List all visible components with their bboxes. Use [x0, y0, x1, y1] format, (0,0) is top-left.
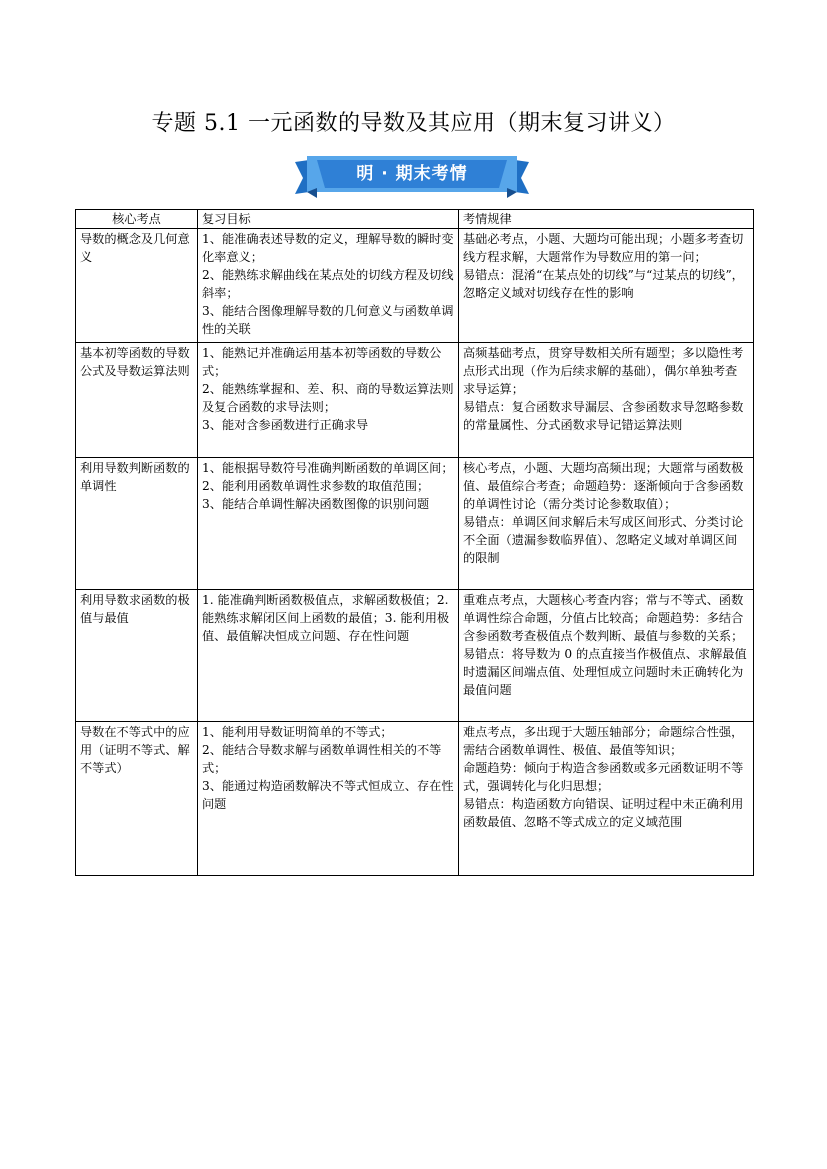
goal-line: 1、能利用导数证明简单的不等式；: [202, 725, 393, 739]
section-banner: [295, 154, 529, 200]
table-header-row: [76, 210, 754, 229]
table-row: [76, 722, 754, 876]
pattern-line: 易错点：将导数为 0 的点直接当作极值点、求解最值时遗漏区间端点值、处理恒成立问题时未正确转化为最值问题: [463, 647, 747, 697]
goal-line: 1、能根据导数符号准确判断函数的单调区间；: [202, 461, 454, 475]
pattern-line: 易错点：构造函数方向错误、证明过程中未正确利用函数最值、忽略不等式成立的定义域范围: [463, 797, 744, 829]
goal-line: 3、能通过构造函数解决不等式恒成立、存在性问题: [202, 779, 454, 811]
header-patterns: 考情规律: [459, 210, 754, 229]
goals-cell: [198, 343, 459, 458]
topic-cell: 导数的概念及几何意义: [76, 229, 198, 343]
banner-label: 明 · 期末考情: [356, 164, 468, 184]
goal-line: 3、能对含参函数进行正确求导: [202, 418, 369, 432]
goal-line: 1、能熟记并准确运用基本初等函数的导数公式；: [202, 346, 442, 378]
goal-line: 2、能利用函数单调性求参数的取值范围；: [202, 479, 430, 493]
patterns-cell: [459, 343, 754, 458]
pattern-line: 难点考点，多出现于大题压轴部分；命题综合性强，需结合函数单调性、极值、最值等知识；: [463, 725, 744, 757]
pattern-line: 易错点：单调区间求解后未写成区间形式、分类讨论不全面（遗漏参数临界值）、忽略定义域对单调区间的限制: [463, 515, 744, 565]
goals-cell: [198, 722, 459, 876]
goals-cell: [198, 229, 459, 343]
goals-cell: [198, 458, 459, 590]
patterns-cell: [459, 722, 754, 876]
goals-cell: [198, 590, 459, 722]
review-table: [75, 209, 754, 876]
pattern-line: 高频基础考点，贯穿导数相关所有题型；多以隐性考点形式出现（作为后续求解的基础），偶尔单独考查求导运算；: [463, 346, 744, 396]
pattern-line: 重难点考点，大题核心考查内容；常与不等式、函数单调性综合命题，分值占比较高；命题趋势：多结合含参函数考查极值点个数判断、最值与参数的关系；: [463, 593, 744, 643]
goal-line: 2、能熟练掌握和、差、积、商的导数运算法则及复合函数的求导法则；: [202, 382, 454, 414]
goal-line: 1、能准确表述导数的定义，理解导数的瞬时变化率意义；: [202, 232, 454, 264]
pattern-line: 易错点：复合函数求导漏层、含参函数求导忽略参数的常量属性、分式函数求导记错运算法则: [463, 400, 744, 432]
goal-line: 3、能结合单调性解决函数图像的识别问题: [202, 497, 430, 511]
topic-cell: 基本初等函数的导数公式及导数运算法则: [76, 343, 198, 458]
header-topic: 核心考点: [76, 210, 198, 229]
table-row: [76, 590, 754, 722]
header-goals: 复习目标: [198, 210, 459, 229]
goal-line: 2、能结合导数求解与函数单调性相关的不等式；: [202, 743, 442, 775]
patterns-cell: [459, 229, 754, 343]
pattern-line: 命题趋势：倾向于构造含参函数或多元函数证明不等式，强调转化与化归思想；: [463, 761, 744, 793]
table-row: [76, 229, 754, 343]
table-row: [76, 343, 754, 458]
topic-cell: 利用导数求函数的极值与最值: [76, 590, 198, 722]
goal-line: 1. 能准确判断函数极值点，求解函数极值；2. 能熟练求解闭区间上函数的最值；3. 能利用极值、最值解决恒成立问题、存在性问题: [202, 593, 450, 643]
patterns-cell: [459, 590, 754, 722]
topic-cell: 导数在不等式中的应用（证明不等式、解不等式）: [76, 722, 198, 876]
pattern-line: 基础必考点，小题、大题均可能出现；小题多考查切线方程求解，大题常作为导数应用的第一问；: [463, 232, 744, 264]
page-title: 专题 5.1 一元函数的导数及其应用（期末复习讲义）: [151, 111, 676, 136]
patterns-cell: [459, 458, 754, 590]
goal-line: 3、能结合图像理解导数的几何意义与函数单调性的关联: [202, 304, 454, 336]
topic-cell: 利用导数判断函数的单调性: [76, 458, 198, 590]
table-row: [76, 458, 754, 590]
pattern-line: 易错点：混淆“在某点处的切线”与“过某点的切线”，忽略定义域对切线存在性的影响: [463, 268, 744, 300]
pattern-line: 核心考点，小题、大题均高频出现；大题常与函数极值、最值综合考查；命题趋势：逐渐倾向于含参函数的单调性讨论（需分类讨论参数取值）；: [463, 461, 744, 511]
goal-line: 2、能熟练求解曲线在某点处的切线方程及切线斜率；: [202, 268, 454, 300]
